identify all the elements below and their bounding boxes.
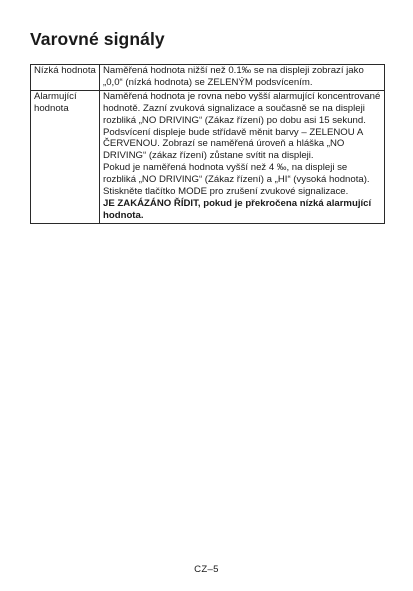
driving-prohibited-warning: JE ZAKÁZÁNO ŘÍDIT, pokud je překročena nízká alarmující hodnota. <box>103 197 372 221</box>
page-title: Varovné signály <box>30 29 165 49</box>
description-paragraph: Naměřená hodnota nižší než 0.1‰ se na displeji zobrazí jako „0,0“ (nízká hodnota) se ZELENÝM podsvícením. <box>103 65 364 88</box>
page-number: CZ–5 <box>194 564 219 575</box>
row-description-alarm-value <box>100 90 385 223</box>
row-label-alarm-value: Alarmující hodnota <box>31 90 100 223</box>
row-label-low-value: Nízká hodnota <box>31 65 100 91</box>
description-paragraph: Naměřená hodnota je rovna nebo vyšší alarmující koncentrované hodnotě. Zazní zvuková signalizace a současně se na displeji rozbliká „NO DRIVING“ (Zákaz řízení) po dobu asi 15 sekund. Podsvícení displeje bude střídavě měnit barvy – ZELENOU A ČERVENOU. Zobrazí se naměřená úroveň a hláška „NO DRIVING“ (zákaz řízení) zůstane svítit na displeji. <box>103 90 381 162</box>
row-description-low-value <box>100 65 385 91</box>
description-paragraph: Pokud je naměřená hodnota vyšší než 4 ‰, na displeji se rozbliká „NO DRIVING“ (Zákaz řízení) a „HI“ (vysoká hodnota). Stiskněte tlačítko MODE pro zrušení zvukové signalizace. <box>103 162 370 198</box>
table-row <box>31 65 385 91</box>
warning-signals-table <box>30 64 385 224</box>
table-row <box>31 90 385 223</box>
